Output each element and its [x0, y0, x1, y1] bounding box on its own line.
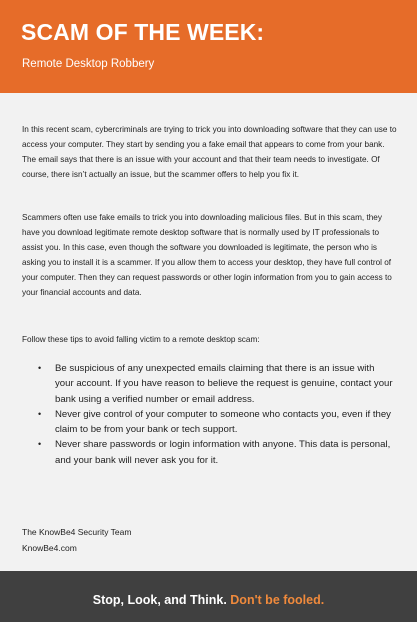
bullet-icon: •	[38, 439, 42, 450]
slogan-accent: Don't be fooled.	[230, 593, 325, 607]
bullet-icon: •	[38, 408, 42, 419]
footer-slogan	[0, 593, 417, 607]
explanation-paragraph: Scammers often use fake emails to trick you into downloading malicious files. But in this scam, they have you download legitimate remote desktop software that is normally used by IT professionals to assist you. In this case, even though the software you downloaded is legitimate, the person who is asking you to install it is a scammer. If you allow them to access your desktop, they have full control of your computer. Then they can request passwords or other login information from you to gain access to your financial accounts and data.	[22, 213, 392, 297]
tip-text: Never share passwords or login information with anyone. This data is personal, and your bank will never ask you for it.	[55, 439, 391, 466]
tips-intro-paragraph: Follow these tips to avoid falling victim to a remote desktop scam:	[22, 335, 260, 344]
tip-item	[0, 407, 393, 438]
header-banner	[0, 0, 417, 93]
slogan-main: Stop, Look, and Think.	[92, 593, 231, 607]
tip-item	[0, 361, 393, 407]
bullet-icon: •	[38, 363, 42, 373]
tip-text: Never give control of your computer to someone who contacts you, even if they claim to be from your bank or tech support.	[55, 408, 391, 436]
signature-team: The KnowBe4 Security Team	[22, 527, 132, 537]
tip-item	[0, 437, 393, 468]
tips-list	[0, 361, 417, 468]
page-subtitle: Remote Desktop Robbery	[22, 58, 155, 70]
signature-website: KnowBe4.com	[22, 543, 77, 553]
footer-banner	[0, 571, 417, 622]
article-body	[0, 93, 417, 571]
page-title: SCAM OF THE WEEK:	[21, 19, 265, 45]
intro-paragraph: In this recent scam, cybercriminals are trying to trick you into downloading software that they can use to access your computer. They start by sending you a fake email that appears to come from your bank. The email says that there is an issue with your account and that their team needs to investigate. Of course, there isn’t actually an issue, but the scammer offers to help you fix it.	[22, 125, 397, 179]
tip-text: Be suspicious of any unexpected emails claiming that there is an issue with your account. If you have reason to believe the request is genuine, contact your bank using a verified number or email address.	[55, 363, 393, 405]
